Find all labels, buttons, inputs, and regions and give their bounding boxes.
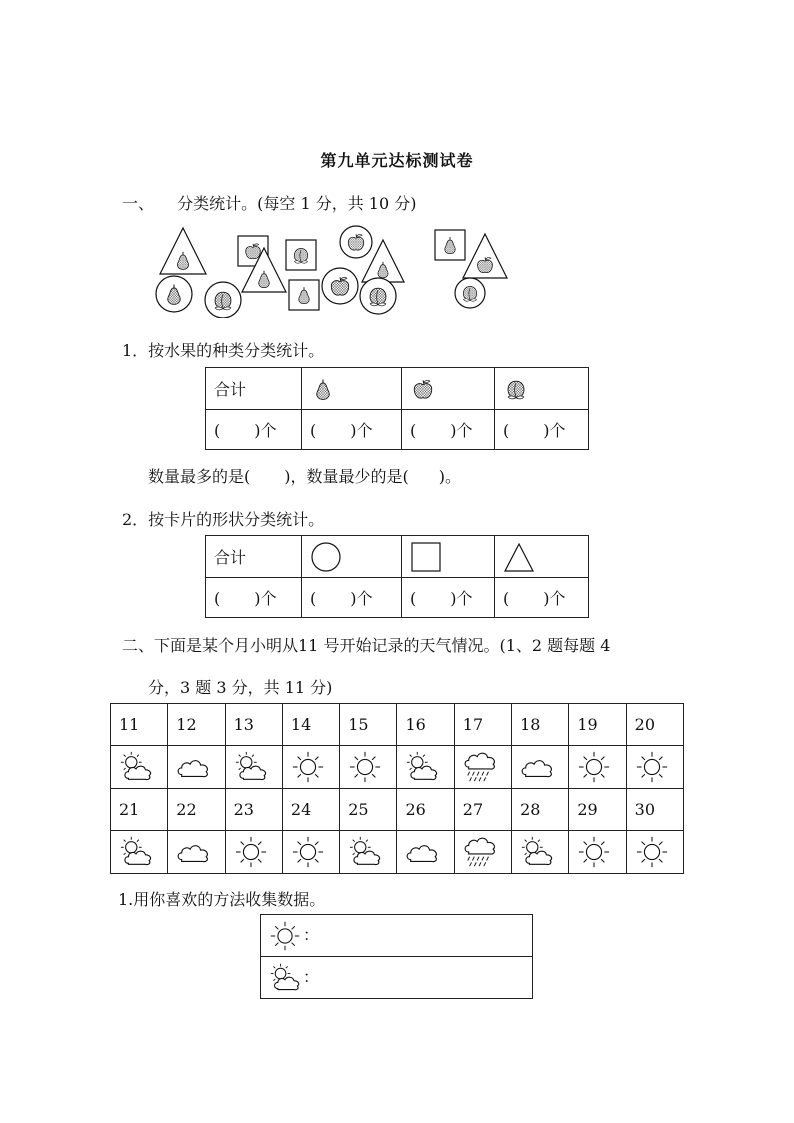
weather-icon-cell: [397, 831, 454, 874]
answer-blank[interactable]: ( )个: [495, 410, 589, 450]
weather-icon-cell: [168, 831, 225, 874]
peach-icon: [503, 376, 529, 402]
weather-icon-cell: [626, 746, 683, 789]
weather-day-cell: 23: [225, 789, 282, 831]
weather-day-cell: 17: [454, 704, 511, 746]
fruit-count-table: [205, 367, 589, 450]
weather-icon-cell: [282, 831, 339, 874]
rain-icon: [461, 835, 499, 869]
partly-cloudy-icon: [518, 835, 556, 869]
weather-icon-cell: [454, 746, 511, 789]
fruit-card-triangle-apple: [463, 234, 507, 278]
sun-icon: [232, 835, 270, 869]
answer-blank[interactable]: ( )个: [206, 410, 302, 450]
section1-heading: [122, 191, 416, 214]
peach-icon: [215, 292, 231, 310]
page-title: 第九单元达标测试卷: [320, 151, 474, 170]
weather-icon-cell: [512, 831, 569, 874]
fruit-card-circle-peach: [205, 282, 241, 318]
weather-icon-cell: [225, 831, 282, 874]
weather-day-cell: 16: [397, 704, 454, 746]
weather-day-cell: 26: [397, 789, 454, 831]
sun-icon: [633, 750, 671, 784]
q1-instruction: 1．按水果的种类分类统计。: [122, 341, 325, 360]
most-least-question: [148, 464, 461, 487]
sun-icon: [346, 750, 384, 784]
fruit-card-square-pear: [289, 280, 319, 310]
weather-icon-cell: [340, 746, 397, 789]
sun-icon: [575, 750, 613, 784]
weather-day-cell: 22: [168, 789, 225, 831]
weather-day-cell: 29: [569, 789, 626, 831]
weather-icon-cell: [340, 831, 397, 874]
apple-icon: [410, 376, 436, 402]
peach-icon: [463, 287, 476, 302]
answer-blank[interactable]: ( )个: [302, 578, 402, 618]
triangle-icon: [503, 541, 535, 573]
tally-colon: ：: [303, 925, 320, 944]
sun-icon: [633, 835, 671, 869]
partly-cloudy-icon: [117, 835, 155, 869]
cloud-icon: [518, 750, 556, 784]
section1-number: 一、: [122, 194, 155, 213]
weather-day-cell: 21: [111, 789, 168, 831]
cloud-icon: [403, 835, 441, 869]
section1-title: 分类统计。(每空 1 分，共 10 分): [177, 194, 417, 213]
section2-heading-line2: 分，3 题 3 分，共 11 分): [148, 678, 333, 697]
sun-icon: [289, 835, 327, 869]
pear-header-cell: [302, 368, 402, 410]
partly-cloudy-icon: [117, 750, 155, 784]
collect-data-instruction: 1.用你喜欢的方法收集数据。: [118, 890, 326, 909]
weather-icon-cell: [111, 746, 168, 789]
sun-icon: [575, 835, 613, 869]
total-label: 合计: [214, 548, 247, 567]
weather-day-cell: 30: [626, 789, 683, 831]
answer-blank[interactable]: ( )个: [302, 410, 402, 450]
sunny-tally-row[interactable]: [261, 915, 533, 957]
peach-icon: [294, 249, 307, 264]
weather-day-cell: 15: [340, 704, 397, 746]
weather-icon-cell: [569, 831, 626, 874]
weather-day-cell: 24: [282, 789, 339, 831]
weather-day-cell: 27: [454, 789, 511, 831]
partly-cloudy-tally-row[interactable]: [261, 957, 533, 999]
most-label: 数量最多的是(: [148, 467, 251, 486]
tally-table: [260, 914, 533, 999]
total-label: 合计: [214, 380, 247, 399]
rain-icon: [461, 750, 499, 784]
pear-icon: [310, 376, 336, 402]
triangle-header-cell: [495, 536, 589, 578]
answer-blank[interactable]: ( )个: [402, 578, 495, 618]
sun-icon: [267, 920, 303, 952]
weather-icon-cell: [111, 831, 168, 874]
weather-icon-cell: [397, 746, 454, 789]
weather-day-cell: 14: [282, 704, 339, 746]
weather-icon-cell: [626, 831, 683, 874]
q2-instruction: 2．按卡片的形状分类统计。: [122, 510, 325, 529]
peach-header-cell: [495, 368, 589, 410]
answer-blank[interactable]: ( )个: [495, 578, 589, 618]
apple-header-cell: [402, 368, 495, 410]
weather-icon-cell: [168, 746, 225, 789]
weather-day-cell: 11: [111, 704, 168, 746]
weather-day-cell: 12: [168, 704, 225, 746]
circle-header-cell: [302, 536, 402, 578]
end-punct: )。: [438, 467, 461, 486]
weather-day-cell: 19: [569, 704, 626, 746]
square-icon: [410, 541, 442, 573]
square-header-cell: [402, 536, 495, 578]
tally-colon: ：: [303, 967, 320, 986]
weather-table: [110, 703, 684, 874]
total-label-cell: [206, 536, 302, 578]
section2-heading-line1: 二、下面是某个月小明从11 号开始记录的天气情况。(1、2 题每题 4: [122, 636, 611, 655]
weather-day-cell: 20: [626, 704, 683, 746]
weather-day-cell: 28: [512, 789, 569, 831]
fruit-card-square-peach: [286, 240, 316, 270]
total-label-cell: [206, 368, 302, 410]
fruit-cards-picture: [150, 222, 520, 318]
partly-cloudy-icon: [346, 835, 384, 869]
weather-icon-cell: [282, 746, 339, 789]
fruit-card-circle-peach: [360, 278, 396, 314]
fruit-card-circle-apple: [322, 268, 358, 304]
peach-icon: [370, 288, 386, 306]
fruit-card-triangle-pear: [160, 228, 206, 274]
fruit-card-circle-pear: [156, 276, 192, 312]
weather-icon-cell: [569, 746, 626, 789]
sun-icon: [289, 750, 327, 784]
circle-icon: [310, 541, 342, 573]
fruit-card-circle-apple: [340, 226, 372, 258]
weather-day-cell: 13: [225, 704, 282, 746]
partly-cloudy-icon: [267, 962, 303, 994]
weather-icon-cell: [225, 746, 282, 789]
cloud-icon: [174, 835, 212, 869]
weather-day-cell: 25: [340, 789, 397, 831]
answer-blank[interactable]: ( )个: [206, 578, 302, 618]
partly-cloudy-icon: [403, 750, 441, 784]
partly-cloudy-icon: [232, 750, 270, 784]
weather-icon-cell: [512, 746, 569, 789]
weather-icon-cell: [454, 831, 511, 874]
weather-day-cell: 18: [512, 704, 569, 746]
least-label: )，数量最少的是(: [284, 467, 409, 486]
answer-blank[interactable]: ( )个: [402, 410, 495, 450]
cloud-icon: [174, 750, 212, 784]
fruit-card-square-pear: [435, 230, 465, 260]
shape-count-table: [205, 535, 589, 618]
fruit-card-circle-peach: [455, 278, 485, 308]
